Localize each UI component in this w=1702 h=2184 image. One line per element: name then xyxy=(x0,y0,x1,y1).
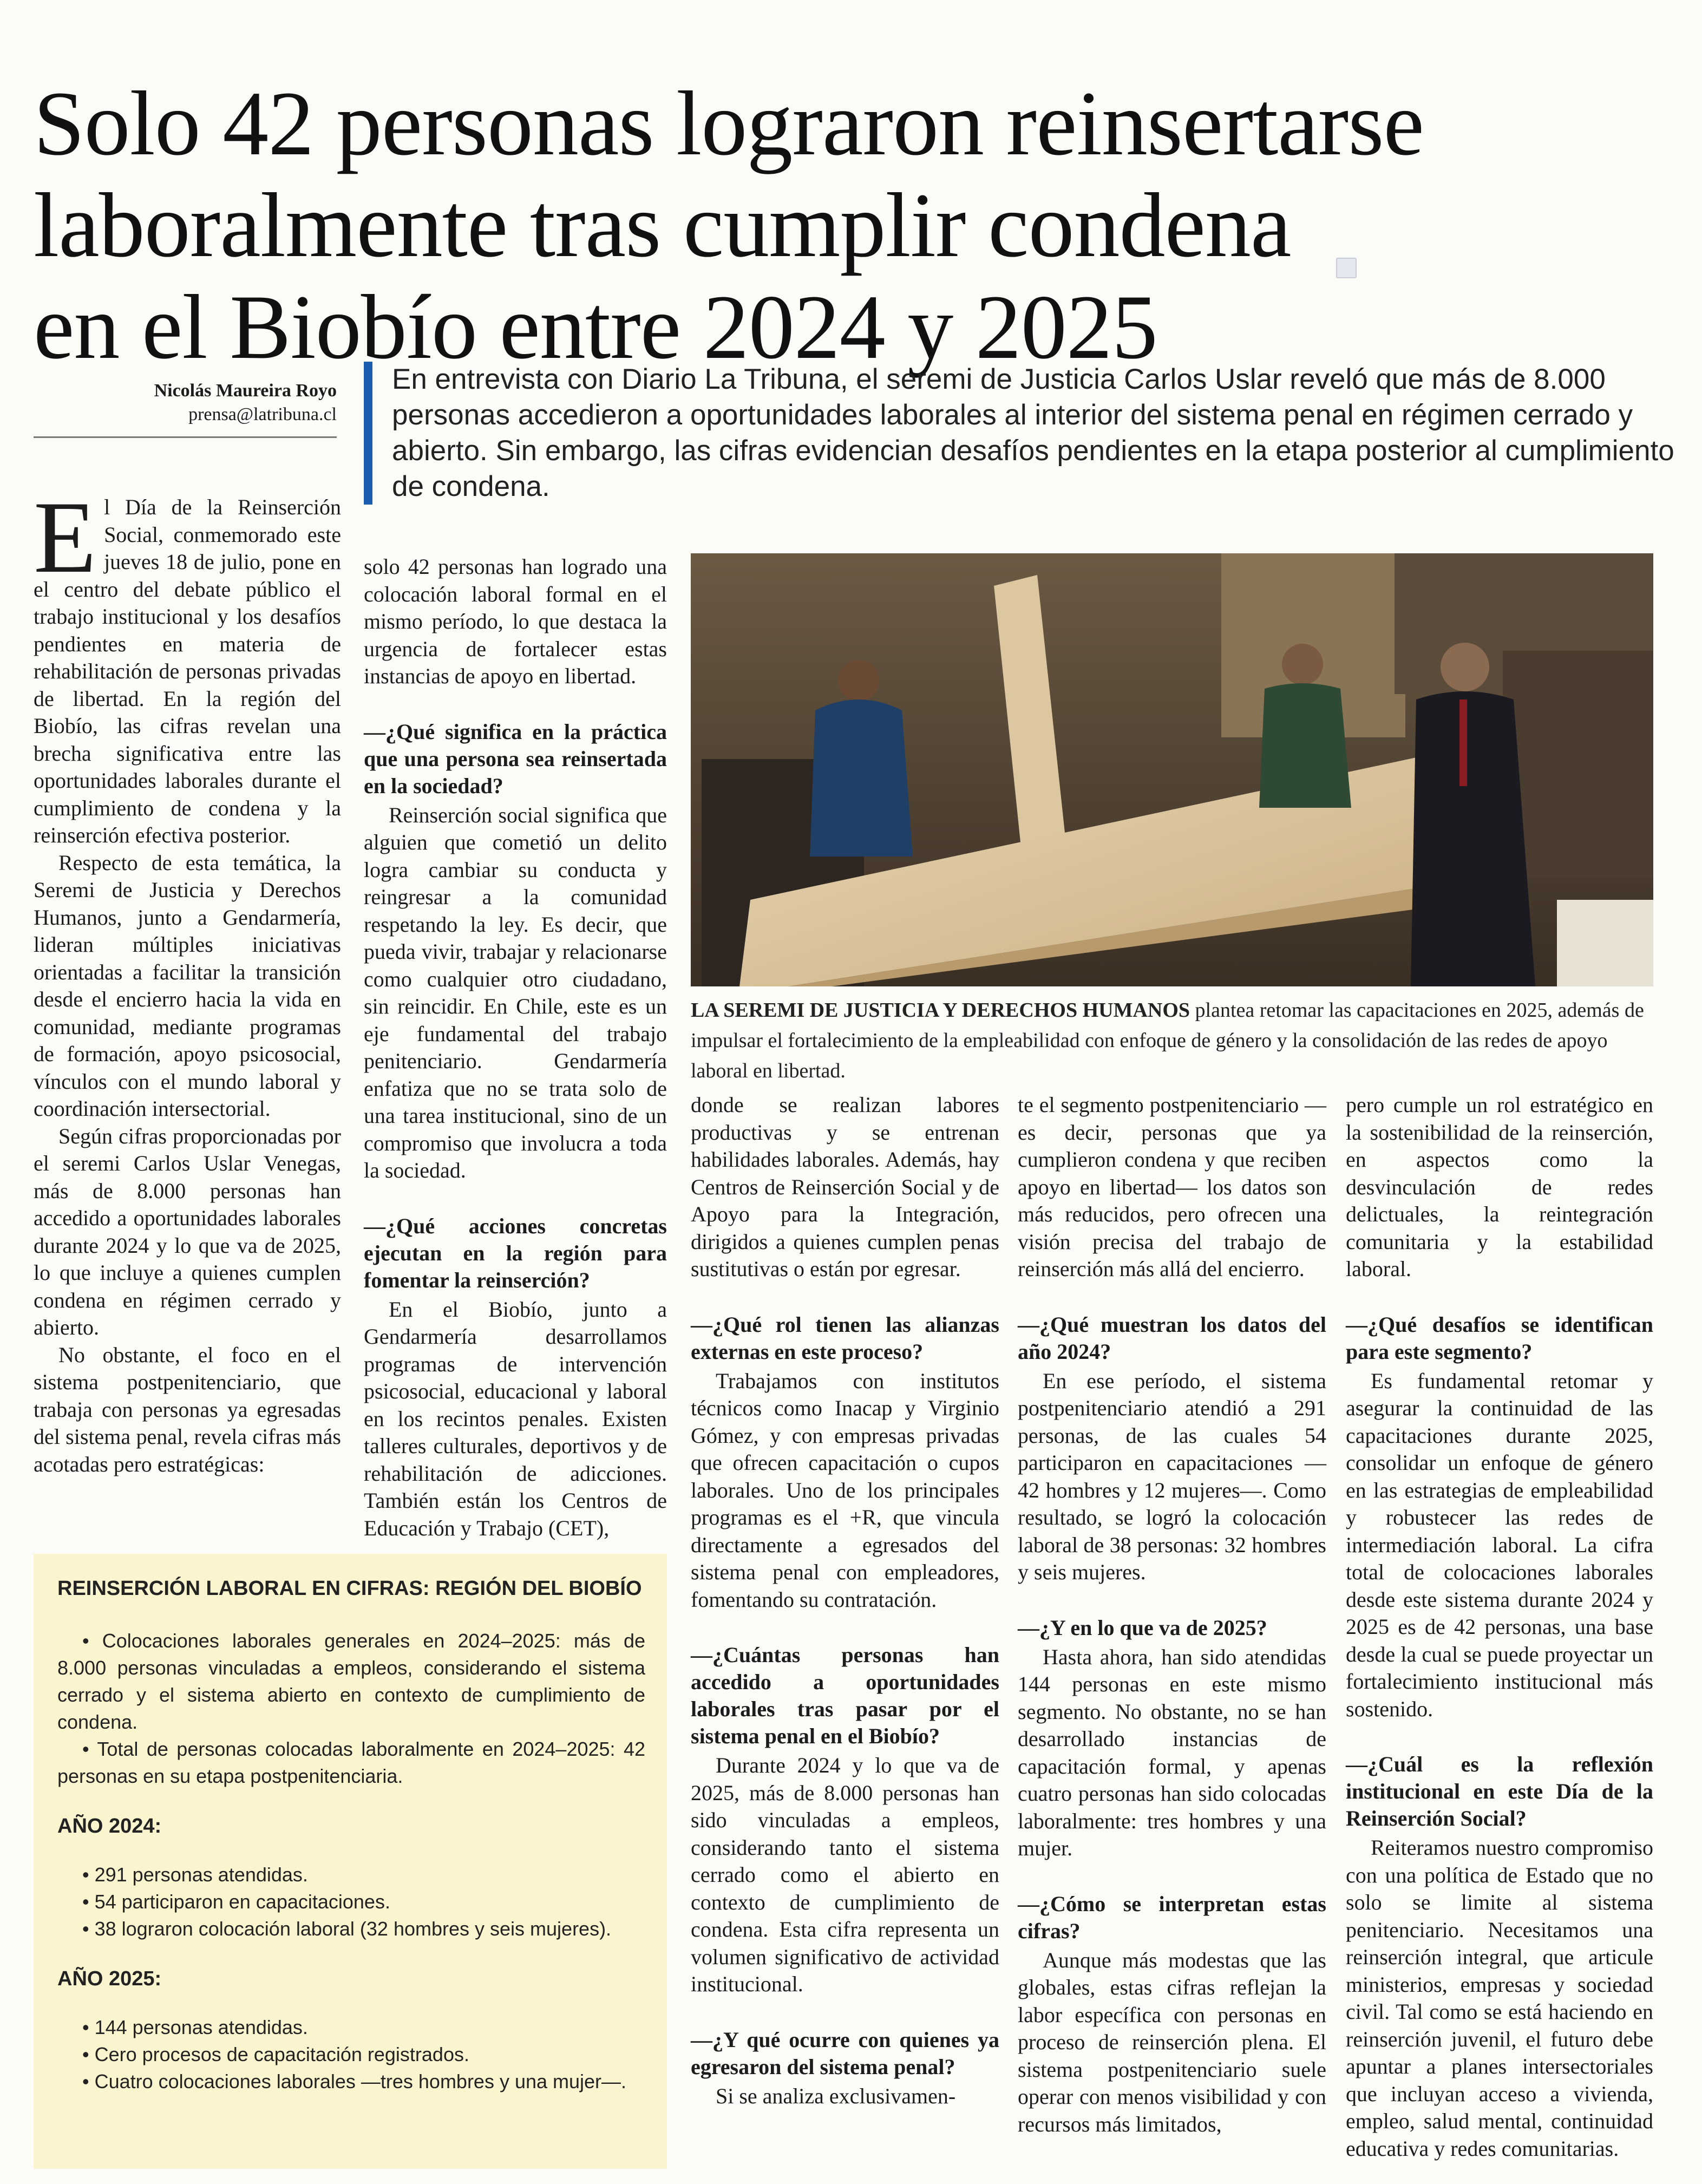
interview-question: —¿Qué significa en la práctica que una persona sea reinsertada en la sociedad? xyxy=(364,719,667,798)
photo-caption xyxy=(691,995,1653,1086)
article-column-4 xyxy=(1018,1091,1326,2138)
fact-year-heading: AÑO 2025: xyxy=(57,1967,162,1990)
paragraph: No obstante, el foco en el sistema postpenitenciario, que trabaja con personas ya egresadas del sistema penal, revela cifras más acotadas pero estratégicas: xyxy=(34,1342,341,1476)
fact-list-item: • Cuatro colocaciones laborales —tres hombres y una mujer—. xyxy=(82,2070,627,2093)
interview-answer: Si se analiza exclusivamen- xyxy=(716,2083,956,2108)
headline-line: laboralmente tras cumplir condena xyxy=(34,174,1291,276)
fact-list-item: • 54 participaron en capacitaciones. xyxy=(82,1891,390,1913)
headline-line: en el Biobío entre 2024 y 2025 xyxy=(34,276,1157,378)
fact-list-2025 xyxy=(57,2014,645,2095)
interview-question: —¿Y qué ocurre con quienes ya egresaron del sistema penal? xyxy=(691,2027,999,2079)
lede: En entrevista con Diario La Tribuna, el seremi de Justicia Carlos Uslar reveló que más de 8.000 personas accedieron a oportunidades laborales al interior del sistema penal en régimen cerrado y abierto. Sin embargo, las cifras evidencian desafíos pendientes en la etapa posterior al cumplimiento de condena. xyxy=(364,362,1691,505)
author-email: prensa@latribuna.cl xyxy=(188,404,337,424)
article-column-1 xyxy=(34,481,341,1478)
fact-year-heading: AÑO 2024: xyxy=(57,1815,162,1838)
caption-text: plantea retomar las capacitaciones en 2025, además de impulsar el fortalecimiento de la empleabilidad con enfoque de género y la consolidación de las redes de apoyo laboral en libertad. xyxy=(691,999,1644,1082)
author-name: Nicolás Maureira Royo xyxy=(154,381,337,401)
interview-answer: Trabajamos con institutos técnicos como Inacap y Virginio Gómez, y con empresas privadas que ofrecen capacitación o cupos laborales. Uno de los principales programas es el +R, que vincula directamente a egresados del sistema penal con empleadores, fomentando su contratación. xyxy=(691,1368,999,1612)
interview-answer: Durante 2024 y lo que va de 2025, más de 8.000 personas han sido vinculadas a empleos, considerando tanto el sistema cerrado como el abierto en contexto de cumplimiento de condena. Esta cifra representa un volumen significativo de actividad institucional. xyxy=(691,1753,999,1996)
paragraph: Según cifras proporcionadas por el seremi Carlos Uslar Venegas, más de 8.000 personas han accedido a oportunidades laborales durante 2024 y lo que va de 2025, lo que incluye a quienes cumplen condena en régimen cerrado y abierto. xyxy=(34,1123,341,1339)
interview-answer: Reinserción social significa que alguien que cometió un delito logra cambiar su conducta y reingresar a la comunidad respetando la ley. Es decir, que pueda vivir, trabajar y relacionarse como cualquier otro ciudadano, sin reincidir. En Chile, este es un eje fundamental del trabajo penitenciario. Gendarmería enfatiza que no se trata solo de una tarea institucional, sino de un compromiso que involucra a toda la sociedad. xyxy=(364,802,667,1182)
fact-list-item: • 291 personas atendidas. xyxy=(82,1863,308,1886)
article-photo xyxy=(691,553,1653,986)
drop-cap: E xyxy=(34,481,97,594)
interview-answer: Reiteramos nuestro compromiso con una política de Estado que no solo se limite al sistema penitenciario. Necesitamos una reinserción integral, que articule ministerios, empresas y sociedad civil. Tal como se está haciendo en reinserción juvenil, el futuro debe apuntar a planes intersectoriales que incluyan acceso a vivienda, empleo, salud mental, continuidad educativa y redes comunitarias. xyxy=(1346,1835,1653,2161)
paragraph xyxy=(34,481,341,849)
interview-question: —¿Qué muestran los datos del año 2024? xyxy=(1018,1312,1326,1364)
byline xyxy=(34,379,337,438)
article-column-5 xyxy=(1346,1091,1653,2162)
caption-heading: LA SEREMI DE JUSTICIA Y DERECHOS HUMANOS xyxy=(691,999,1190,1022)
fact-item: • Colocaciones laborales generales en 2024–2025: más de 8.000 personas vinculadas a empleos, considerando el sistema cerrado y el sistema abierto en contexto de cumplimiento de condena. xyxy=(57,1630,645,1733)
fact-list-item: • 144 personas atendidas. xyxy=(82,2016,308,2038)
headline xyxy=(34,73,1647,378)
interview-question: —¿Qué acciones concretas ejecutan en la región para fomentar la reinserción? xyxy=(364,1213,667,1292)
interview-question: —¿Qué rol tienen las alianzas externas en este proceso? xyxy=(691,1312,999,1364)
workshop-photo-illustration xyxy=(691,553,1653,986)
interview-question: —¿Y en lo que va de 2025? xyxy=(1018,1615,1267,1640)
interview-answer: Es fundamental retomar y asegurar la continuidad de las capacitaciones durante 2025, consolidar un enfoque de género en las estrategias de empleabilidad y robustecer las redes de intermediación laboral. La cifra total de colocaciones laborales desde este sistema durante 2024 y 2025 es de 42 personas, una base desde la cual se puede proyectar un fortalecimiento institucional más sostenido. xyxy=(1346,1368,1653,1721)
interview-question: —¿Cuál es la reflexión institucional en este Día de la Reinserción Social? xyxy=(1346,1752,1653,1830)
fact-list-item: • Cero procesos de capacitación registrados. xyxy=(82,2043,469,2065)
article-column-3 xyxy=(691,1091,999,2110)
interview-answer: Hasta ahora, han sido atendidas 144 personas en este mismo segmento. No obstante, no se han desarrollado instancias de capacitación formal, y apenas cuatro personas han sido colocadas laboralmente: tres hombres y una mujer. xyxy=(1018,1644,1326,1860)
interview-question: —¿Cómo se interpretan estas cifras? xyxy=(1018,1891,1326,1943)
fact-box-title: REINSERCIÓN LABORAL EN CIFRAS: REGIÓN DEL BIOBÍO xyxy=(57,1577,642,1600)
paragraph: te el segmento postpenitenciario —es decir, personas que ya cumplieron condena y que reciben apoyo en libertad— los datos son más reducidos, pero ofrecen una visión precisa del trabajo de reinserción más allá del encierro. xyxy=(1018,1093,1326,1281)
fact-list-2024 xyxy=(57,1861,645,1943)
comment-icon[interactable] xyxy=(1336,258,1357,278)
fact-box xyxy=(34,1554,667,2169)
fact-list-item: • 38 lograron colocación laboral (32 hombres y seis mujeres). xyxy=(82,1918,612,1940)
interview-answer: Aunque más modestas que las globales, estas cifras reflejan la labor específica con personas en proceso de reinserción plena. El sistema postpenitenciario suele operar con menos visibilidad y con recursos más limitados, xyxy=(1018,1947,1326,2136)
paragraph: pero cumple un rol estratégico en la sostenibilidad de la reinserción, en aspectos como la desvinculación de redes delictuales, la reintegración comunitaria y la estabilidad laboral. xyxy=(1346,1093,1653,1281)
paragraph: donde se realizan labores productivas y se entrenan habilidades laborales. Además, hay Centros de Reinserción Social y de Apoyo para la Integración, dirigidos a quienes cumplen penas sustitutivas o están por egresar. xyxy=(691,1093,999,1281)
interview-question: —¿Cuántas personas han accedido a oportunidades laborales tras pasar por el sistema penal en el Biobío? xyxy=(691,1643,999,1748)
paragraph: solo 42 personas han logrado una colocación laboral formal en el mismo período, lo que destaca la urgencia de fortalecer estas instancias de apoyo en libertad. xyxy=(364,554,667,688)
headline-line: Solo 42 personas lograron reinsertarse xyxy=(34,72,1424,174)
interview-question: —¿Qué desafíos se identifican para este segmento? xyxy=(1346,1312,1653,1364)
interview-answer: En el Biobío, junto a Gendarmería desarrollamos programas de intervención psicosocial, educacional y laboral en los recintos penales. Existen talleres culturales, deportivos y de rehabilitación de adicciones. También están los Centros de Educación y Trabajo (CET), xyxy=(364,1297,667,1540)
paragraph-text: l Día de la Reinserción Social, conmemorado este jueves 18 de julio, pone en el centro del debate público el trabajo institucional y los desafíos pendientes en materia de rehabilitación de personas privadas de libertad. En la región del Biobío, las cifras revelan una brecha significativa entre las oportunidades laborales durante el cumplimiento de condena y la reinserción efectiva posterior. xyxy=(34,495,341,847)
interview-answer: En ese período, el sistema postpenitenciario atendió a 291 personas, de las cuales 54 participaron en capacitaciones —42 hombres y 12 mujeres—. Como resultado, se logró la colocación laboral de 38 personas: 32 hombres y seis mujeres. xyxy=(1018,1368,1326,1584)
paragraph: Respecto de esta temática, la Seremi de Justicia y Derechos Humanos, junto a Gendarmería, lideran múltiples iniciativas orientadas a facilitar la transición desde el encierro hacia la vida en comunidad, mediante programas de formación, apoyo psicosocial, vínculos con el mundo laboral y coordinación intersectorial. xyxy=(34,850,341,1121)
article-column-2 xyxy=(364,553,667,1542)
fact-item: • Total de personas colocadas laboralmente en 2024–2025: 42 personas en su etapa postpenitenciaria. xyxy=(57,1738,645,1787)
